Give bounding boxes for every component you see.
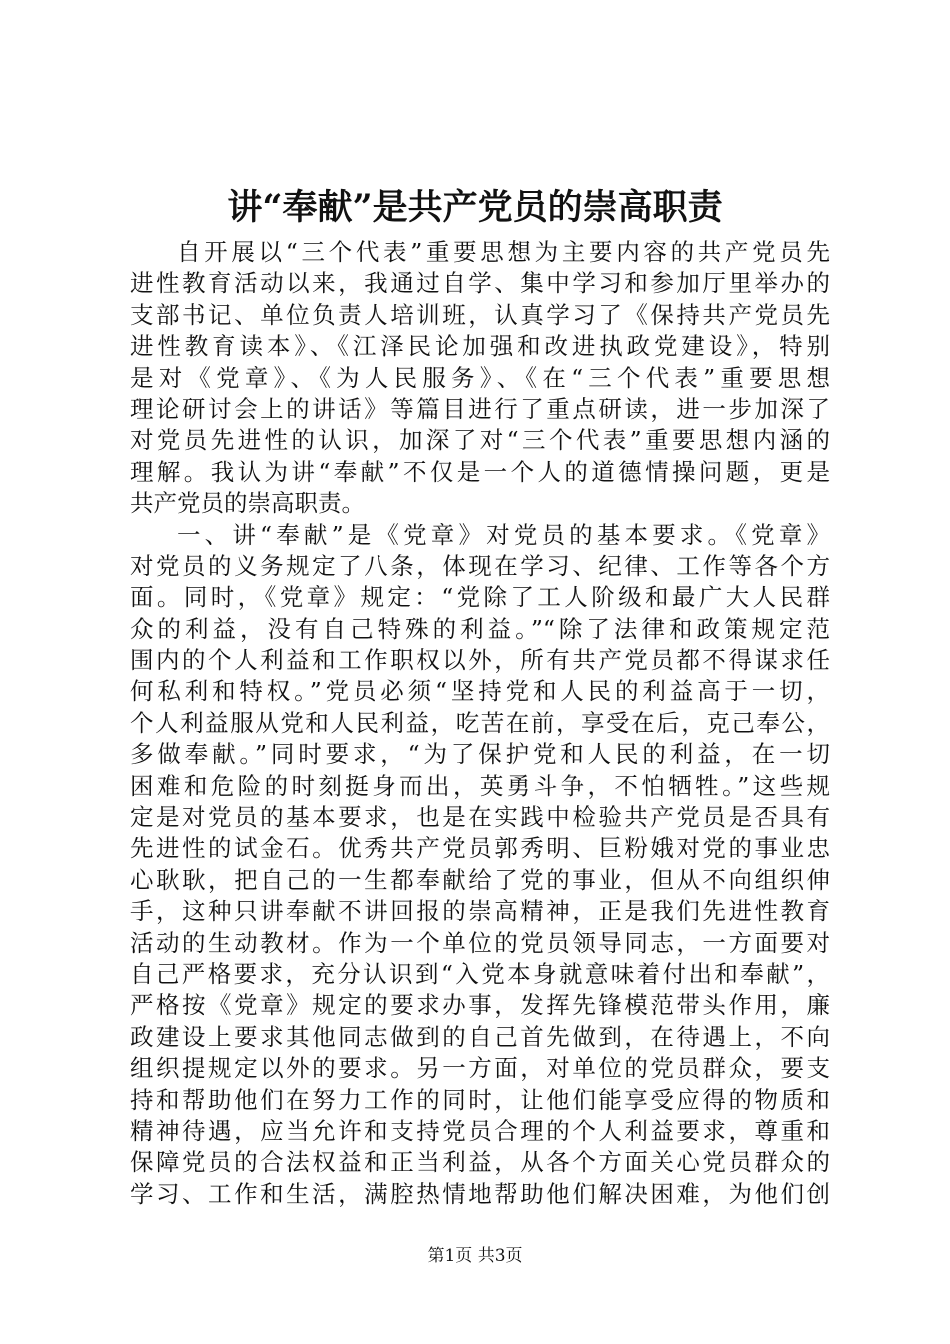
paragraph-line: 政建设上要求其他同志做到的自己首先做到，在待遇上，不向 — [130, 1022, 830, 1051]
paragraph-line: 困难和危险的时刻挺身而出，英勇斗争，不怕牺牲。”这些规 — [130, 771, 830, 800]
paragraph-line: 共产党员的崇高职责。 — [130, 489, 365, 518]
paragraph-line: 手，这种只讲奉献不讲回报的崇高精神，正是我们先进性教育 — [130, 897, 830, 926]
paragraph-line: 进性教育读本》、《江泽民论加强和改进执政党建设》，特别 — [130, 332, 830, 361]
paragraph-line: 活动的生动教材。作为一个单位的党员领导同志，一方面要对 — [130, 928, 830, 957]
paragraph-line: 理论研讨会上的讲话》等篇目进行了重点研读，进一步加深了 — [130, 394, 830, 423]
paragraph-line: 对党员先进性的认识，加深了对“三个代表”重要思想内涵的 — [130, 426, 830, 455]
paragraph-line: 多做奉献。”同时要求，“为了保护党和人民的利益，在一切 — [130, 740, 830, 769]
paragraph-line: 定是对党员的基本要求，也是在实践中检验共产党员是否具有 — [130, 803, 830, 832]
paragraph-line: 围内的个人利益和工作职权以外，所有共产党员都不得谋求任 — [130, 646, 830, 675]
paragraph-line: 一、讲“奉献”是《党章》对党员的基本要求。《党章》 — [177, 520, 830, 549]
paragraph-line: 学习、工作和生活，满腔热情地帮助他们解决困难，为他们创 — [130, 1179, 830, 1208]
document-body — [130, 237, 830, 1210]
paragraph-line: 对党员的义务规定了八条，体现在学习、纪律、工作等各个方 — [130, 551, 830, 580]
paragraph-line: 何私利和特权。”党员必须“坚持党和人民的利益高于一切， — [130, 677, 830, 706]
paragraph-line: 面。同时，《党章》规定：“党除了工人阶级和最广大人民群 — [130, 583, 830, 612]
paragraph-line: 精神待遇，应当允许和支持党员合理的个人利益要求，尊重和 — [130, 1116, 830, 1145]
paragraph-line: 组织提规定以外的要求。另一方面，对单位的党员群众，要支 — [130, 1054, 830, 1083]
paragraph-line: 先进性的试金石。优秀共产党员郭秀明、巨粉娥对党的事业忠 — [130, 834, 830, 863]
page-number-footer: 第1页 共3页 — [427, 1246, 523, 1266]
paragraph-line: 进性教育活动以来，我通过自学、集中学习和参加厅里举办的 — [130, 269, 830, 298]
paragraph-line: 心耿耿，把自己的一生都奉献给了党的事业，但从不向组织伸 — [130, 865, 830, 894]
paragraph-line: 众的利益，没有自己特殊的利益。”“除了法律和政策规定范 — [130, 614, 830, 643]
paragraph-line: 严格按《党章》规定的要求办事，发挥先锋模范带头作用，廉 — [130, 991, 830, 1020]
paragraph-line: 自己严格要求，充分认识到“入党本身就意味着付出和奉献”， — [130, 959, 830, 988]
paragraph-line: 是对《党章》、《为人民服务》、《在“三个代表”重要思想 — [130, 363, 830, 392]
paragraph-line: 持和帮助他们在努力工作的同时，让他们能享受应得的物质和 — [130, 1085, 830, 1114]
document-title: 讲“奉献”是共产党员的崇高职责 — [227, 187, 723, 228]
paragraph-line: 个人利益服从党和人民利益，吃苦在前，享受在后，克己奉公， — [130, 708, 830, 737]
paragraph-line: 支部书记、单位负责人培训班，认真学习了《保持共产党员先 — [130, 300, 830, 329]
paragraph-line: 理解。我认为讲“奉献”不仅是一个人的道德情操问题，更是 — [130, 457, 830, 486]
paragraph-line: 保障党员的合法权益和正当利益，从各个方面关心党员群众的 — [130, 1148, 830, 1177]
paragraph-line: 自开展以“三个代表”重要思想为主要内容的共产党员先 — [177, 238, 830, 266]
